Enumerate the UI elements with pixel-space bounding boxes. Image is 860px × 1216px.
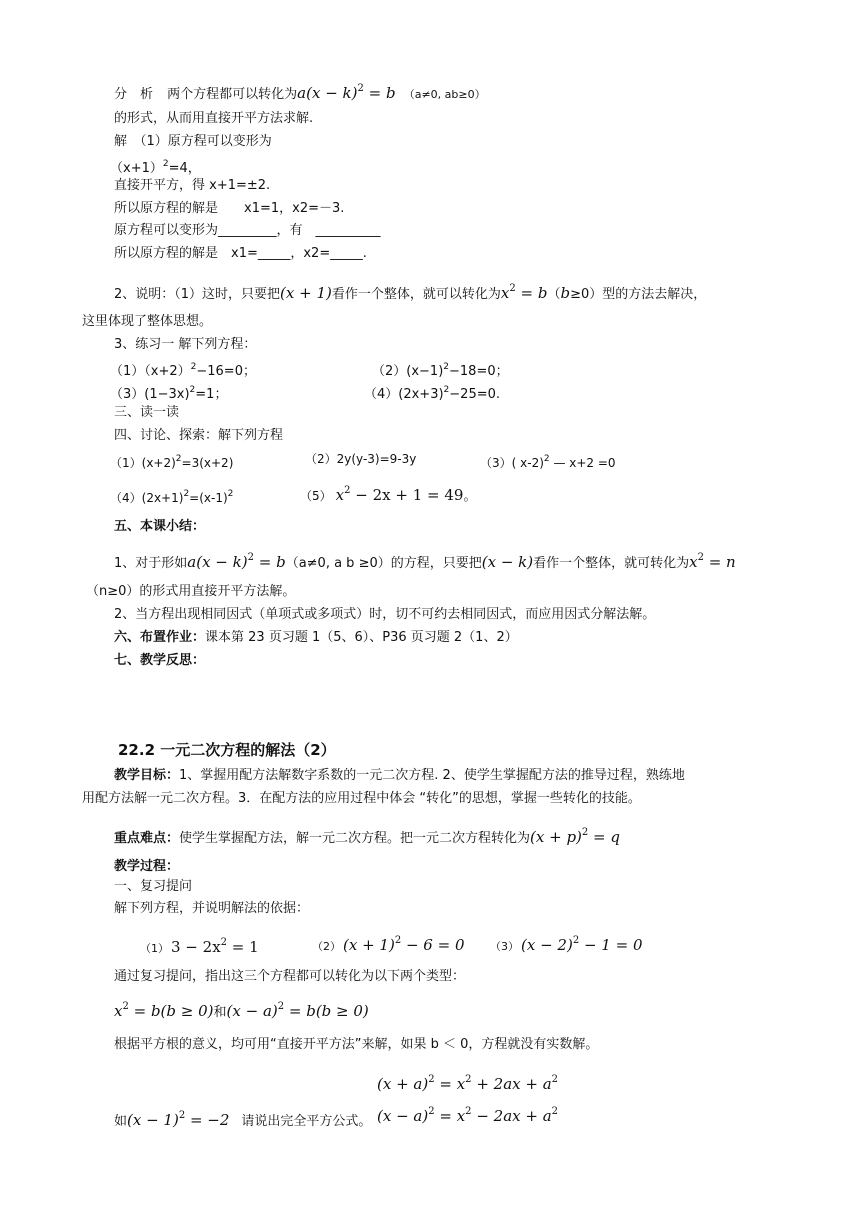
analysis-label: 分 析 <box>114 87 154 102</box>
summary-formula-1: $a(x - k)^2 = b$ <box>187 552 286 571</box>
discuss-item-5: （5） $x^2 - 2x + 1 = 49$。 <box>300 485 477 504</box>
review-eq-2: （2） $(x + 1)^2 - 6 = 0$ <box>312 935 465 954</box>
summary-line1b: （n≥0）的形式用直接开平方法解。 <box>86 584 296 599</box>
homework-line <box>114 629 518 647</box>
summary-formula-2: (x − k) <box>481 553 534 571</box>
analysis-condition: （a≠0, ab≥0） <box>403 88 486 101</box>
review-eq-3: （3） $(x - 2)^2 - 1 = 0$ <box>490 935 643 954</box>
example-line: 如$(x - 1)^2 = -2$ 请说出完全平方公式。 <box>114 1110 372 1129</box>
solution-line5: 原方程可以变形为_________，有 __________ <box>114 223 381 238</box>
reflection-heading: 七、教学反思： <box>114 653 206 668</box>
solution-line3: 直接开平方，得 x+1=±2. <box>114 178 271 193</box>
types-text: 通过复习提问，指出这三个方程都可以转化为以下两个类型： <box>114 969 466 984</box>
summary-formula-3: $x^2 = n$ <box>689 552 736 571</box>
discuss-item-2: （2）2y(y-3)=9-3y <box>305 452 417 466</box>
note-line2: 这里体现了整体思想。 <box>82 314 213 329</box>
review-eq-1: （1） $3 - 2x^2 = 1$ <box>140 937 259 956</box>
discuss-item-3: （3）( x-2)$^2$ — x+2 =0 <box>480 454 616 470</box>
process-heading: 教学过程： <box>114 859 180 874</box>
solution-line6: 所以原方程的解是 x1=_____，x2=_____. <box>114 246 367 261</box>
practice-title: 3、练习一 解下列方程： <box>114 337 257 352</box>
key-line: 重点难点：使学生掌握配方法，解一元二次方程。把一元二次方程转化为$(x + p)^2 = q$ <box>114 827 620 846</box>
note-line: 2、说明：（1）这时，只要把(x + 1)看作一个整体，就可以转化为$x^2 = b(b\ge 0)$型的方法去解决， <box>114 283 707 302</box>
analysis-text: 两个方程都可以转化为 <box>167 87 298 102</box>
note-formula-2: $x^2 = b$ <box>500 283 548 302</box>
practice-item-4: $(4)(2x+3)^2-25=0$. <box>364 385 501 402</box>
practice-item-2: $(2)(x-1)^2-18=0$； <box>372 362 509 379</box>
goals-line2: 用配方法解一元二次方程。3．在配方法的应用过程中体会 “转化”的思想，掌握一些转化的技能。 <box>82 791 641 806</box>
practice-item-1: $(1)(x+2)^2-16=0$； <box>110 362 256 379</box>
square-formula-2: $(x - a)^2 = x^2 - 2ax + a^2$ <box>377 1106 559 1125</box>
goals-line1: 教学目标：1、掌握用配方法解数字系数的一元二次方程. 2、使学生掌握配方法的推导过程，熟练地 <box>114 768 685 783</box>
analysis-line2: 的形式，从而用直接开平方法求解. <box>114 111 314 126</box>
root-text: 根据平方根的意义，均可用“直接开平方法”来解，如果 b ＜ 0，方程就没有实数解。 <box>114 1037 599 1052</box>
review-heading: 一、复习提问 <box>114 879 193 894</box>
homework-text: 课本第 23 页习题 1（5、6）、P36 页习题 2（1、2） <box>205 630 518 645</box>
lesson-title: 22.2 一元二次方程的解法（2） <box>118 741 336 759</box>
note-formula-1: (x + 1) <box>280 284 332 302</box>
analysis-formula: $a(x - k)^2 = b$ <box>297 83 396 102</box>
square-formula-1: $(x + a)^2 = x^2 + 2ax + a^2$ <box>377 1074 559 1093</box>
discuss-item-1: $(1)(x+2)^2=3(x+2)$ <box>110 454 234 470</box>
discuss-item-4: $(4)(2x+1)^2=(x-1)^2$ <box>110 489 234 505</box>
types-formulas: $x^2 = b(b \ge 0)$和$(x - a)^2 = b(b \ge 0)$ <box>114 1001 369 1020</box>
summary-line2: 2、当方程出现相同因式（单项式或多项式）时，切不可约去相同因式，而应用因式分解法解。 <box>114 607 656 622</box>
summary-title: 五、本课小结： <box>114 519 206 534</box>
review-ask: 解下列方程，并说明解法的依据： <box>114 901 310 916</box>
summary-line1: 1、对于形如$a(x - k)^2 = b(a\ne 0$, a b ≥0）的方程，只要把(x − k)看作一个整体，就可转化为$x^2 = n$ <box>114 552 736 571</box>
read-heading: 三、读一读 <box>114 405 180 420</box>
homework-label: 六、布置作业： <box>114 630 206 645</box>
practice-item-3: $(3)(1-3x)^2=1$； <box>110 385 228 402</box>
solution-line2: $(x+1)^2=4$， <box>110 159 201 176</box>
solution-line4: 所以原方程的解是 x1=1，x2=－3. <box>114 201 345 216</box>
analysis-line <box>114 80 486 104</box>
discuss-title: 四、讨论、探索：解下列方程 <box>114 428 284 443</box>
key-formula: $(x + p)^2 = q$ <box>530 827 620 846</box>
solution-line1: 解 （1）原方程可以变形为 <box>114 134 272 149</box>
